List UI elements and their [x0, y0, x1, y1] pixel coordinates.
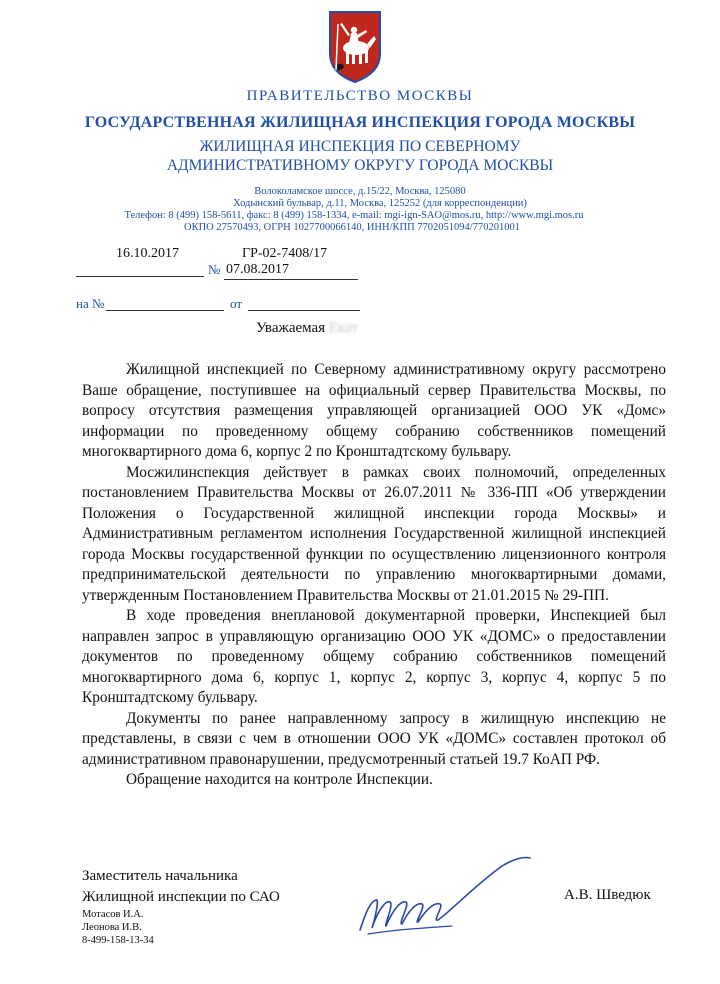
registration-date: 16.10.2017 [116, 246, 179, 261]
registration-number: ГР-02-7408/17 [242, 246, 328, 261]
executor-1: Мотасов И.А. [82, 909, 144, 920]
reply-number-underline [106, 310, 224, 311]
government-title: ПРАВИТЕЛЬСТВО МОСКВЫ [246, 88, 474, 104]
position-line1: Заместитель начальника [82, 868, 238, 884]
agency-title: ГОСУДАРСТВЕННАЯ ЖИЛИЩНАЯ ИНСПЕКЦИЯ ГОРОДА МОСКВЫ [84, 114, 636, 131]
position-line2: Жилищной инспекции по САО [82, 888, 280, 905]
reply-date-underline [248, 310, 360, 311]
date-underline [76, 276, 204, 277]
codes-line: ОКПО 27570493, ОГРН 1027700066140, ИНН/КПП 7702051094/770201001 [184, 222, 520, 233]
paragraph-2: Мосжилинспекция действует в рамках своих полномочий, определенных постановлением Правительства Москвы от 26.07.2011 № 336-ПП «Об утверждении Положения о Государственной жилищной инспекции города Москвы» и Административным регламентом исполнения Государственной жилищной инспекцией города Москвы государственной функции по осуществлению лицензионного контроля предпринимательской деятельности по управлению многоквартирными домами, утвержденным Постановлением Правительства Москвы от 21.01.2015 № 29-ПП. [82, 463, 666, 604]
address-line1: Волоколамское шоссе, д.15/22, Москва, 125080 [254, 186, 466, 197]
executors-block [82, 908, 154, 947]
signer-name: А.В. Шведюк [564, 887, 651, 903]
contacts-line: Телефон: 8 (499) 158-5611, факс: 8 (499) 158-1334, e-mail: mgi-ign-SAO@mos.ru, http://www.mgi.mos.ru [124, 210, 584, 221]
reply-date-label: от [230, 296, 243, 311]
executor-2: Леонова И.В. [82, 922, 142, 933]
greeting-word: Уважаемая [256, 320, 326, 336]
subdivision-title-line1: ЖИЛИЩНАЯ ИНСПЕКЦИЯ ПО СЕВЕРНОМУ [199, 138, 521, 155]
handwritten-signature [352, 852, 542, 942]
address-line2: Ходынский бульвар, д.11, Москва, 125252 (для корреспонденции) [233, 198, 527, 209]
number-label: № [208, 262, 221, 277]
letter-body [82, 360, 666, 791]
reply-number-label: на № [76, 296, 105, 311]
greeting [256, 320, 358, 337]
paragraph-3: В ходе проведения внеплановой документарной проверки, Инспекцией был направлен запрос в управляющую организацию ООО УК «ДОМС» о предоставлении документов по проведенному общему собранию собственников помещений многоквартирного дома 6, корпус 1, корпус 2, корпус 3, корпус 4, корпус 5 по Кронштадтскому бульвару. [82, 607, 666, 706]
executor-phone: 8-499-158-13-34 [82, 935, 154, 946]
paragraph-5: Обращение находится на контроле Инспекции. [126, 771, 433, 788]
subdivision-title-line2: АДМИНИСТРАТИВНОМУ ОКРУГУ ГОРОДА МОСКВЫ [166, 157, 554, 174]
number-underline [224, 279, 358, 280]
greeting-name-redacted: Екат [328, 320, 358, 336]
paragraph-4: Документы по ранее направленному запросу в жилищную инспекцию не представлены, в связи с чем в отношении ООО УК «ДОМС» составлен протокол об административном правонарушении, предусмотренный статьей 19.7 КоАП РФ. [82, 709, 666, 768]
moscow-coat-of-arms-icon [326, 8, 384, 84]
signer-position [82, 866, 280, 907]
second-date: 07.08.2017 [226, 262, 289, 277]
paragraph-1: Жилищной инспекцией по Северному административному округу рассмотрено Ваше обращение, поступившее на официальный сервер Правительства Москвы, по вопросу отсутствия размещения управляющей организацией ООО УК «Домс» информации по проведенному общему собранию собственников помещений многоквартирного дома 6, корпус 2 по Кронштадтскому бульвару. [82, 361, 666, 460]
